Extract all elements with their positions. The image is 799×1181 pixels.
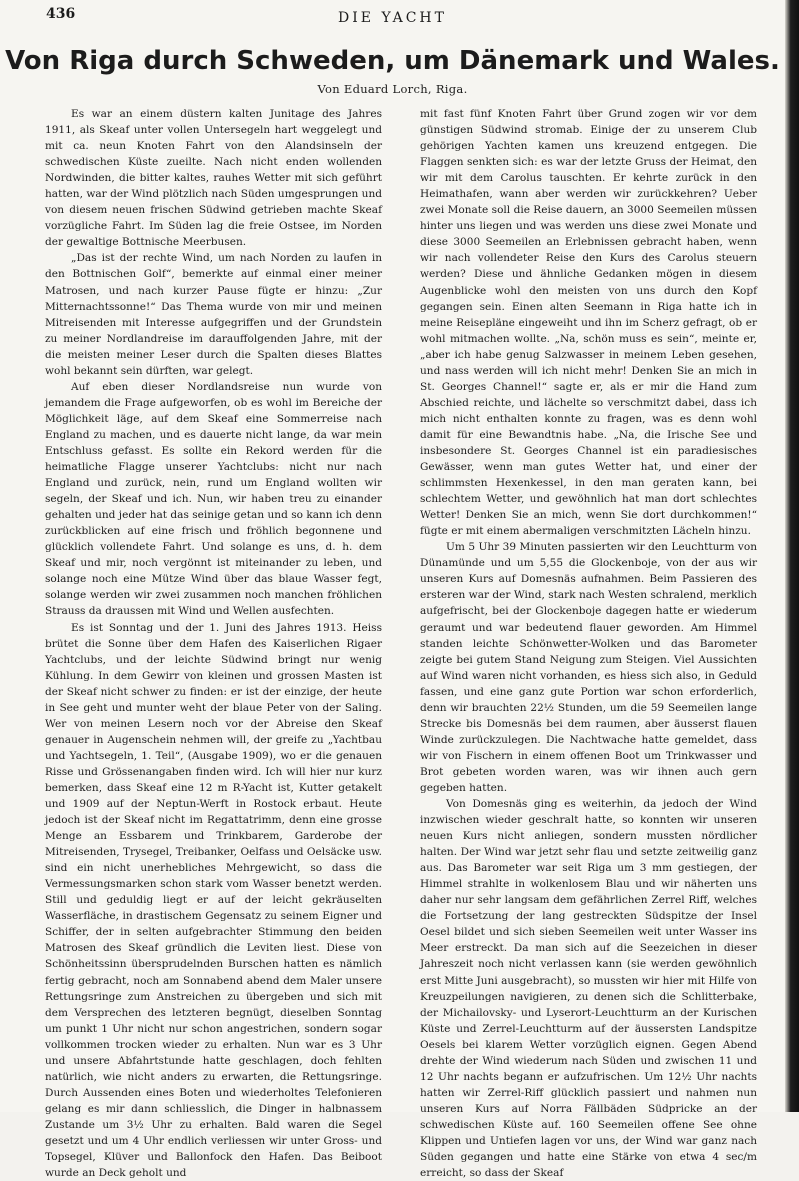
right-column: [420, 106, 757, 1181]
paragraph: Um 5 Uhr 39 Minuten passierten wir den Leuchtturm von Dünamünde und um 5,55 die Glockenboje, von der aus wir unseren Kurs auf Domesnäs aufnahmen. Beim Passieren des ersteren war der Wind, stark nach Westen schralend, merklich aufgefrischt, bei der Glockenboje dagegen hatte er wiederum geraumt und war bedeutend flauer geworden. Am Himmel standen leichte Schönwetter-Wolken und das Barometer zeigte bei gutem Stand Neigung zum Steigen. Viel Aussichten auf Wind waren nicht vorhanden, es hiess sich also, in Geduld fassen, und eine ganz gute Portion war schon erforderlich, denn wir brauchten 22½ Stunden, um die 59 Seemeilen lange Strecke bis Domesnäs bei dem raumen, aber äusserst flauen Winde zurückzulegen. Die Nachtwache hatte gemeldet, dass wir von Fischern in einem offenen Boot um Trinkwasser und Brot gebeten worden waren, was wir ihnen auch gern gegeben hatten.: [420, 539, 757, 796]
page-number: 436: [46, 6, 75, 22]
left-column: [45, 106, 382, 1181]
paragraph: Auf eben dieser Nordlandsreise nun wurde von jemandem die Frage aufgeworfen, ob es wohl im Bereiche der Möglichkeit läge, auf dem Skeaf eine Sommerreise nach England zu machen, und es dauerte nicht lange, da war mein Entschluss gefasst. Es sollte ein Rekord werden für die heimatliche Flagge unserer Yachtclubs: nicht nur nach England und zurück, nein, rund um England wollten wir segeln, der Skeaf und ich. Nun, wir haben treu zu einander gehalten und jeder hat das seinige getan und so kann ich denn zurückblicken auf eine frisch und fröhlich begonnene und glücklich vollendete Fahrt. Und solange es uns, d. h. dem Skeaf und mir, noch vergönnt ist miteinander zu leben, und solange noch eine Mütze Wind über das blaue Wasser fegt, solange werden wir zwei zusammen noch manchen fröhlichen Strauss da draussen mit Wind und Wellen ausfechten.: [45, 379, 382, 620]
running-head: DIE YACHT: [0, 10, 785, 26]
paragraph: „Das ist der rechte Wind, um nach Norden zu laufen in den Bottnischen Golf“, bemerkte auf einmal einer meiner Matrosen, und nach kurzer Pause fügte er hinzu: „Zur Mitternachtssonne!“ Das Thema wurde von mir und meinen Mitreisenden mit Interesse aufgegriffen und der Grundstein zu meiner Nordlandreise im darauffolgenden Jahre, mit der die meisten meiner Leser durch die Spalten dieses Blattes wohl bekannt sein dürften, war gelegt.: [45, 250, 382, 378]
article-title: Von Riga durch Schweden, um Dänemark und Wales.: [0, 46, 785, 76]
paragraph: mit fast fünf Knoten Fahrt über Grund zogen wir vor dem günstigen Südwind stromab. Einige der zu unserem Club gehörigen Yachten kamen uns kreuzend entgegen. Die Flaggen senkten sich: es war der letzte Gruss der Heimat, den wir mit dem Carolus tauschten. Er kehrte zurück in den Heimathafen, wann aber werden wir zurückkehren? Ueber zwei Monate soll die Reise dauern, an 3000 Seemeilen müssen hinter uns liegen und was werden uns diese zwei Monate und diese 3000 Seemeilen an Erlebnissen gebracht haben, wenn wir nach vollendeter Reise den Kurs des Carolus steuern werden? Diese und ähnliche Gedanken mögen in diesem Augenblicke wohl den meisten von uns durch den Kopf gegangen sein. Einen alten Seemann in Riga hatte ich in meine Reisepläne eingeweiht und ihn im Scherz gefragt, ob er wohl mitmachen wollte. „Na, schön muss es sein“, meinte er, „aber ich habe genug Salzwasser in meinem Leben gesehen, und nass werden will ich nicht mehr! Denken Sie an mich in St. Georges Channel!“ sagte er, als er mir die Hand zum Abschied reichte, und lächelte so verschmitzt dabei, dass ich mich nicht enthalten konnte zu fragen, was es denn wohl damit für eine Bewandtnis habe. „Na, die Irische See und insbesondere St. Georges Channel ist ein paradiesisches Gewässer, wenn man gutes Wetter hat, und einer der schlimmsten Hexenkessel, in den man geraten kann, bei schlechtem Wetter, und gewöhnlich hat man dort schlechtes Wetter! Denken Sie an mich, wenn Sie dort durchkommen!“ fügte er mit einem abermaligen verschmitzten Lächeln hinzu.: [420, 106, 757, 539]
page-edge-shadow: [785, 0, 799, 1112]
paragraph: Es ist Sonntag und der 1. Juni des Jahres 1913. Heiss brütet die Sonne über dem Hafen des Kaiserlichen Rigaer Yachtclubs, und der leichte Südwind bringt nur wenig Kühlung. In dem Gewirr von kleinen und grossen Masten ist der Skeaf nicht schwer zu finden: er ist der einzige, der heute in See geht und munter weht der blaue Peter von der Saling. Wer von meinen Lesern noch vor der Abreise den Skeaf genauer in Augenschein nehmen will, der greife zu „Yachtbau und Yachtsegeln, 1. Teil“, (Ausgabe 1909), wo er die genauen Risse und Grössenangaben finden wird. Ich will hier nur kurz bemerken, dass Skeaf eine 12 m R-Yacht ist, Kutter getakelt und 1909 auf der Neptun-Werft in Rostock erbaut. Heute jedoch ist der Skeaf nicht im Regattatrimm, denn eine grosse Menge an Essbarem und Trinkbarem, Garderobe der Mitreisenden, Trysegel, Treibanker, Oelfass und Oelsäcke usw. sind ein nicht unerhebliches Mehrgewicht, so dass die Vermessungsmarken schon stark vom Wasser benetzt werden. Still und geduldig liegt er auf der leicht gekräuselten Wasserfläche, in drastischem Gegensatz zu seinem Eigner und Schiffer, der in selten aufgebrachter Stimmung den beiden Matrosen des Skeaf gründlich die Leviten liest. Diese von Schönheitssinn übersprudelnden Burschen hatten es nämlich fertig gebracht, noch am Sonnabend abend dem Maler unsere Rettungsringe zum Anstreichen zu übergeben und sich mit dem Versprechen des letzteren begnügt, dieselben Sonntag um punkt 1 Uhr nicht nur schon angestrichen, sondern sogar vollkommen trocken wieder zu erhalten. Nun war es 3 Uhr und unsere Abfahrtstunde hatte geschlagen, doch fehlten natürlich, wie nicht anders zu erwarten, die Rettungsringe. Durch Aussenden eines Boten und wiederholtes Telefonieren gelang es mir dann schliesslich, die Dinger in halbnassem Zustande um 3½ Uhr zu erhalten. Bald waren die Segel gesetzt und um 4 Uhr endlich verliessen wir unter Gross- und Topsegel, Klüver und Ballonfock den Hafen. Das Beiboot wurde an Deck geholt und: [45, 620, 382, 1181]
paragraph: Von Domesnäs ging es weiterhin, da jedoch der Wind inzwischen wieder geschralt hatte, so konnten wir unseren neuen Kurs nicht anliegen, sondern mussten nördlicher halten. Der Wind war jetzt sehr flau und setzte zeitweilig ganz aus. Das Barometer war seit Riga um 3 mm gestiegen, der Himmel strahlte in wolkenlosem Blau und wir näherten uns daher nur sehr langsam dem gefährlichen Zerrel Riff, welches die Fortsetzung der lang gestreckten Südspitze der Insel Oesel bildet und sich sieben Seemeilen weit unter Wasser ins Meer erstreckt. Da man sich auf die Seezeichen in dieser Jahreszeit noch nicht verlassen kann (sie werden gewöhnlich erst Mitte Juni ausgebracht), so mussten wir hier mit Hilfe von Kreuzpeilungen navigieren, zu denen sich die Schlitterbake, der Michailovsky- und Lyserort-Leuchtturm an der Kurischen Küste und Zerrel-Leuchtturm auf der äussersten Landspitze Oesels bei klarem Wetter vorzüglich eignen. Gegen Abend drehte der Wind wiederum nach Süden und zwischen 11 und 12 Uhr nachts begann er aufzufrischen. Um 12½ Uhr nachts hatten wir Zerrel-Riff glücklich passiert und nahmen nun unseren Kurs auf Norra Fällbäden Südpricke an der schwedischen Küste auf. 160 Seemeilen offene See ohne Klippen und Untiefen lagen vor uns, der Wind war ganz nach Süden gegangen und hatte eine Stärke von etwa 4 sec/m erreicht, so dass der Skeaf: [420, 796, 757, 1181]
article-byline: Von Eduard Lorch, Riga.: [0, 82, 785, 96]
paragraph: Es war an einem düstern kalten Junitage des Jahres 1911, als Skeaf unter vollen Untersegeln hart weggelegt und mit ca. neun Knoten Fahrt von den Alandsinseln der schwedischen Küste zueilte. Nach nicht enden wollenden Nordwinden, die bitter kaltes, rauhes Wetter mit sich geführt hatten, war der Wind plötzlich nach Süden umgesprungen und von diesem neuen frischen Südwind getrieben machte Skeaf vorzügliche Fahrt. Im Süden lag die freie Ostsee, im Norden der gewaltige Bottnische Meerbusen.: [45, 106, 382, 250]
